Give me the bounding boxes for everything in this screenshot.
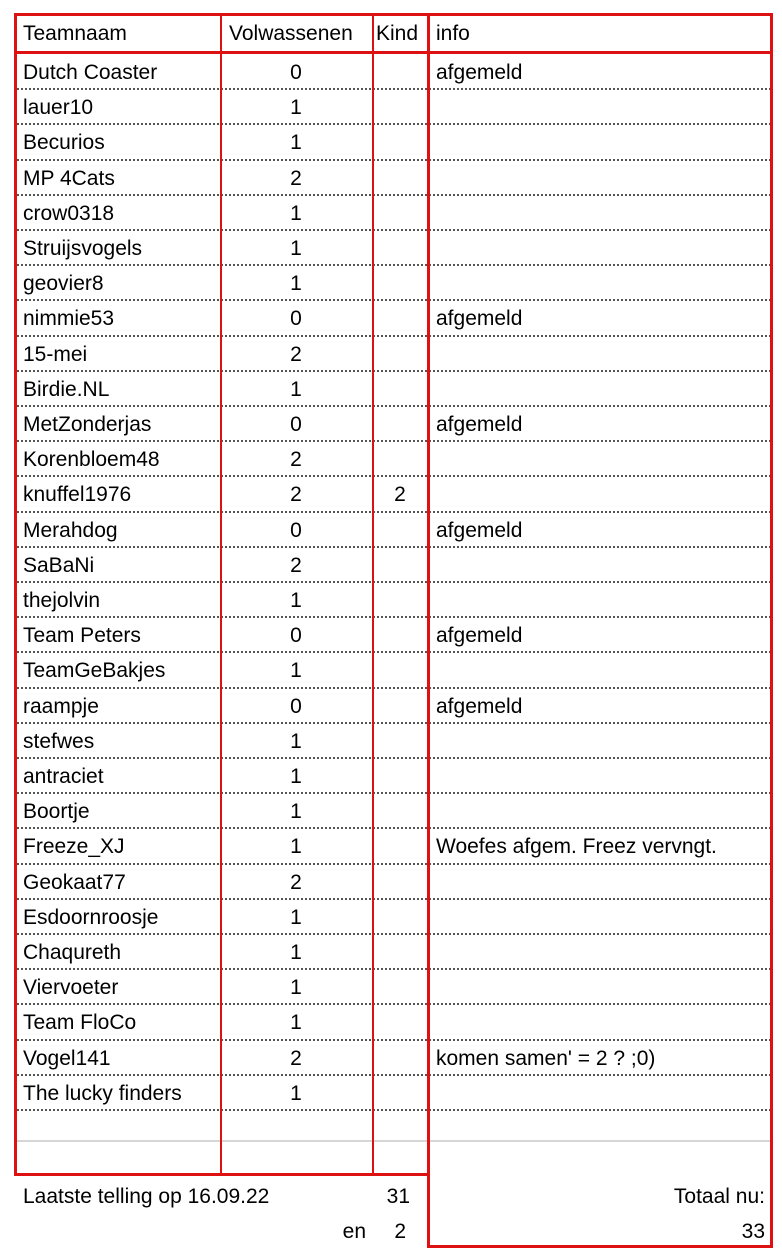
info-cell: komen samen' = 2 ? ;0)	[436, 1046, 656, 1070]
adults-cell: 0	[290, 518, 302, 542]
info-cell: afgemeld	[436, 61, 523, 84]
team-name-cell: Dutch Coaster	[23, 61, 158, 84]
adults-cell: 1	[290, 1011, 302, 1035]
header-adults: Volwassenen	[229, 22, 353, 45]
adults-cell: 1	[290, 96, 302, 120]
adults-cell: 1	[290, 800, 302, 824]
info-cell: afgemeld	[436, 413, 523, 436]
team-name-cell: geovier8	[23, 272, 104, 296]
and-label: en	[342, 1220, 366, 1243]
adults-cell: 0	[290, 413, 302, 436]
adults-cell: 2	[290, 448, 302, 472]
adults-cell: 1	[290, 272, 302, 296]
info-cell: Woefes afgem. Freez vervngt.	[436, 835, 717, 859]
adults-cell: 1	[290, 131, 302, 155]
team-name-cell: Becurios	[23, 131, 105, 155]
info-cell: afgemeld	[436, 694, 523, 718]
adults-cell: 1	[290, 589, 302, 612]
adults-cell: 1	[290, 729, 302, 753]
team-name-cell: Struijsvogels	[23, 237, 143, 260]
adults-cell: 1	[290, 941, 302, 964]
last-count-adults: 31	[386, 1185, 410, 1208]
adults-cell: 1	[290, 905, 302, 929]
adults-cell: 1	[290, 659, 302, 683]
team-name-cell: 15-mei	[23, 342, 88, 366]
team-name-cell: lauer10	[23, 96, 94, 120]
table-frame	[14, 13, 427, 1176]
adults-cell: 1	[290, 377, 302, 401]
header-info: info	[436, 22, 470, 45]
adults-cell: 0	[290, 307, 302, 331]
team-name-cell: nimmie53	[23, 307, 115, 331]
team-name-cell: Korenbloem48	[23, 448, 160, 472]
total-value: 33	[741, 1220, 765, 1243]
adults-cell: 1	[290, 201, 302, 225]
team-name-cell: thejolvin	[23, 589, 101, 612]
team-name-cell: Birdie.NL	[23, 377, 110, 401]
team-name-cell: Freeze_XJ	[23, 835, 125, 859]
adults-cell: 2	[290, 870, 302, 894]
team-name-cell: TeamGeBakjes	[23, 659, 166, 683]
adults-cell: 1	[290, 1081, 302, 1105]
team-name-cell: Viervoeter	[23, 976, 119, 1000]
info-cell: afgemeld	[436, 624, 523, 648]
team-name-cell: antraciet	[23, 765, 104, 788]
info-column-frame	[427, 13, 773, 1248]
kids-cell: 2	[394, 483, 406, 507]
adults-cell: 2	[290, 1046, 302, 1070]
adults-cell: 1	[290, 765, 302, 788]
team-name-cell: Esdoornroosje	[23, 905, 159, 929]
adults-cell: 2	[290, 342, 302, 366]
team-name-cell: stefwes	[23, 729, 95, 753]
adults-cell: 2	[290, 553, 302, 577]
adults-cell: 0	[290, 694, 302, 718]
team-name-cell: MetZonderjas	[23, 413, 152, 436]
table-bottom-border	[14, 1173, 429, 1176]
last-count-label: Laatste telling op 16.09.22	[23, 1185, 270, 1208]
header-kids: Kind	[376, 22, 419, 45]
team-name-cell: Chaqureth	[23, 941, 122, 964]
adults-cell: 1	[290, 976, 302, 1000]
team-name-cell: Geokaat77	[23, 870, 126, 894]
adults-cell: 2	[290, 166, 302, 190]
adults-cell: 1	[290, 237, 302, 260]
team-name-cell: crow0318	[23, 201, 115, 225]
last-count-kids: 2	[394, 1220, 406, 1243]
adults-cell: 0	[290, 61, 302, 84]
total-label: Totaal nu:	[673, 1185, 765, 1208]
info-cell: afgemeld	[436, 518, 523, 542]
team-name-cell: raampje	[23, 694, 99, 718]
adults-cell: 1	[290, 835, 302, 859]
team-name-cell: knuffel1976	[23, 483, 132, 507]
info-cell: afgemeld	[436, 307, 523, 331]
team-name-cell: Team FloCo	[23, 1011, 137, 1035]
adults-cell: 0	[290, 624, 302, 648]
team-name-cell: Vogel141	[23, 1046, 111, 1070]
header-team: Teamnaam	[23, 22, 127, 45]
team-name-cell: Team Peters	[23, 624, 141, 648]
team-name-cell: The lucky finders	[23, 1081, 182, 1105]
team-name-cell: Boortje	[23, 800, 90, 824]
team-name-cell: MP 4Cats	[23, 166, 115, 190]
team-name-cell: Merahdog	[23, 518, 118, 542]
team-name-cell: SaBaNi	[23, 553, 95, 577]
adults-cell: 2	[290, 483, 302, 507]
